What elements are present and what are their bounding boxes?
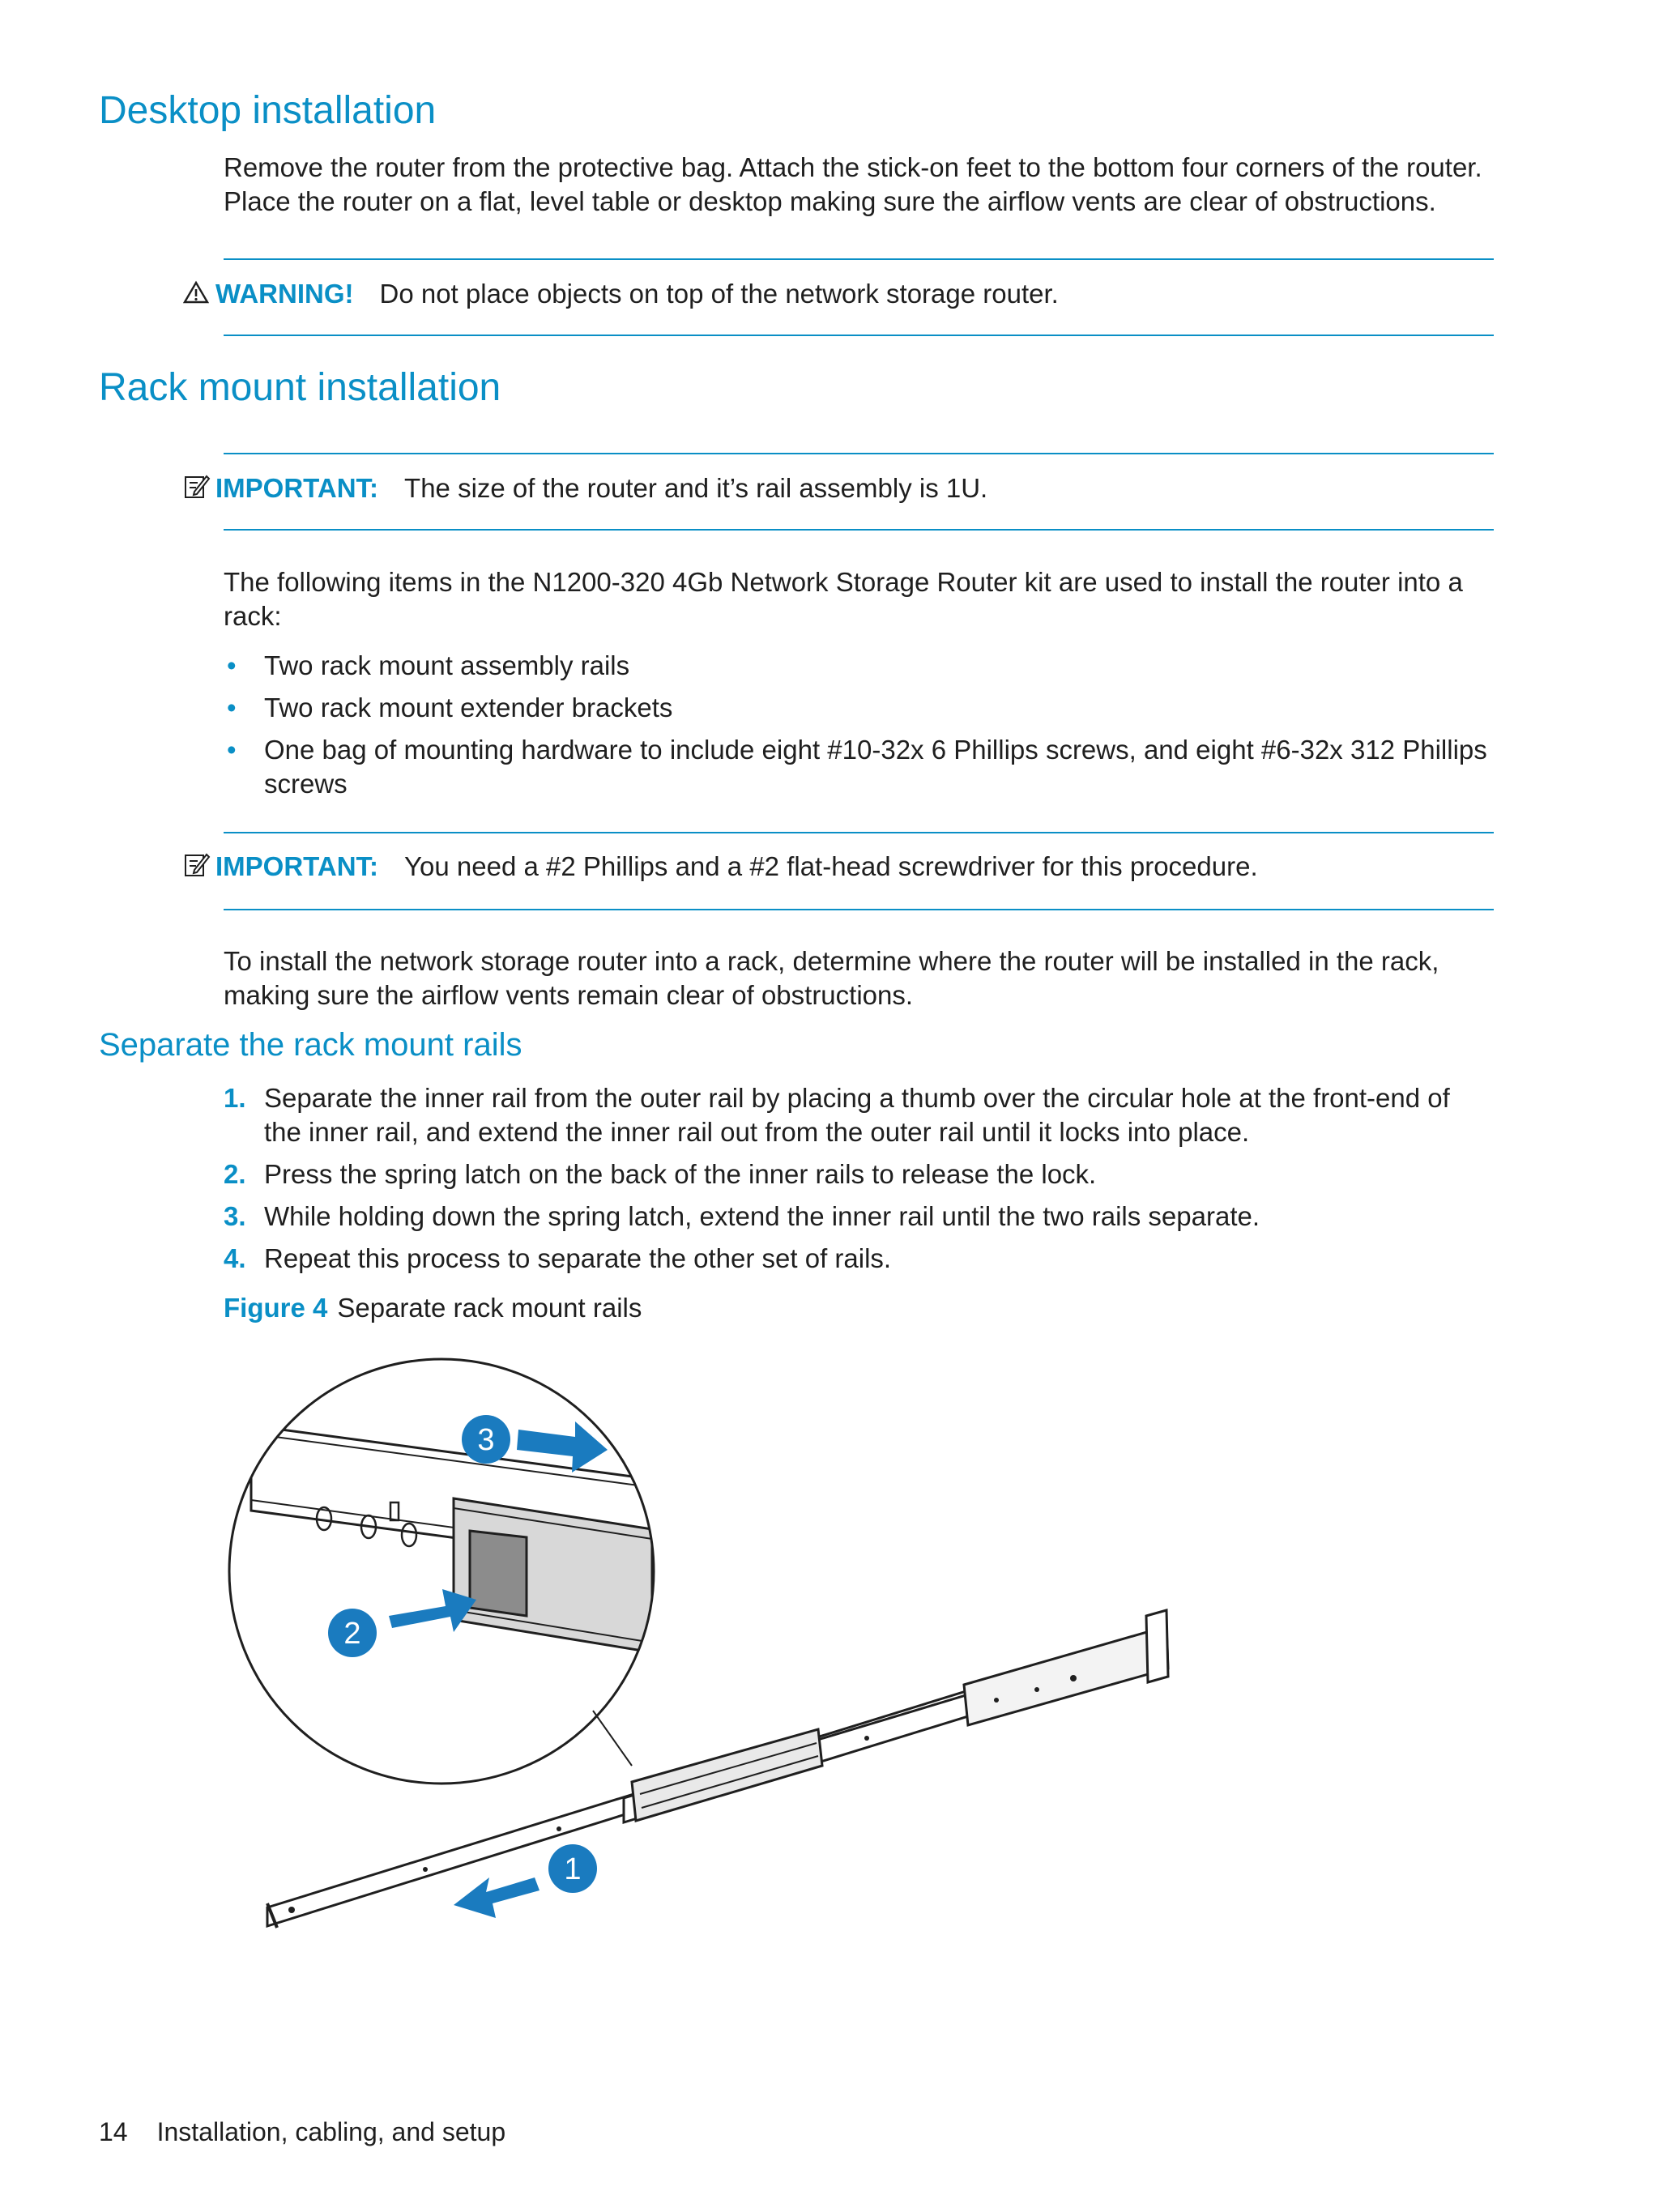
important-note-icon: [183, 472, 215, 508]
divider: [224, 335, 1494, 336]
warning-text: Do not place objects on top of the network storage router.: [379, 279, 1059, 309]
desktop-body: Remove the router from the protective bag. Attach the stick-on feet to the bottom four corners of the router. Place the router on a flat, level table or desktop making sure the airflow vents are clear of obstructions.: [224, 152, 1482, 216]
figure-separate-rails: [219, 1328, 1191, 1976]
important-text: The size of the router and it’s rail assembly is 1U.: [404, 473, 988, 503]
heading-desktop-installation: Desktop installation: [99, 89, 437, 132]
warning-callout: [183, 277, 1059, 313]
figure-label: Figure 4: [224, 1293, 328, 1323]
heading-separate-rails: Separate the rack mount rails: [99, 1027, 522, 1063]
important-note-icon: [183, 850, 215, 886]
list-item: • Two rack mount assembly rails: [227, 650, 630, 680]
important-text: You need a #2 Phillips and a #2 flat-head screwdriver for this procedure.: [404, 851, 1258, 881]
list-item: • One bag of mounting hardware to include eight #10-32x 6 Phillips screws, and eight #6-32x 312 Phillips screws: [227, 735, 1487, 799]
figure-caption: [224, 1291, 642, 1325]
divider: [224, 909, 1494, 910]
heading-rack-mount-installation: Rack mount installation: [99, 366, 501, 409]
rack-outro: To install the network storage router into a rack, determine where the router will be installed in the rack, making sure the airflow vents remain clear of obstructions.: [224, 946, 1439, 1010]
step-item: 3. While holding down the spring latch, extend the inner rail until the two rails separate.: [224, 1201, 1260, 1231]
callout-3: 3: [477, 1423, 495, 1457]
page-number: 14: [99, 2117, 128, 2146]
warning-icon: [183, 279, 215, 313]
divider: [224, 453, 1494, 454]
rail-illustration: [219, 1328, 1191, 1976]
rack-intro: The following items in the N1200-320 4Gb Network Storage Router kit are used to install the router into a rack:: [224, 567, 1463, 631]
callout-2: 2: [343, 1617, 361, 1651]
figure-caption-text: Separate rack mount rails: [337, 1293, 642, 1323]
page-footer: [99, 2116, 505, 2148]
divider: [224, 258, 1494, 260]
important-label: IMPORTANT:: [215, 473, 379, 503]
divider: [224, 529, 1494, 531]
arrow-1-icon: [454, 1877, 539, 1918]
warning-label: WARNING!: [215, 279, 354, 309]
footer-title: Installation, cabling, and setup: [156, 2117, 506, 2146]
step-item: 1. Separate the inner rail from the outer rail by placing a thumb over the circular hole at the front-end of the inner rail, and extend the inner rail out from the outer rail until it locks into place.: [224, 1083, 1450, 1147]
important-callout: [183, 850, 1258, 886]
rack-kit-items: [224, 649, 1491, 809]
separate-steps: [224, 1081, 1491, 1284]
callout-1: 1: [564, 1852, 582, 1886]
important-label: IMPORTANT:: [215, 851, 379, 881]
divider: [224, 832, 1494, 833]
list-item: • Two rack mount extender brackets: [227, 693, 673, 722]
step-item: 2. Press the spring latch on the back of the inner rails to release the lock.: [224, 1159, 1097, 1189]
step-item: 4. Repeat this process to separate the other set of rails.: [224, 1243, 892, 1273]
important-callout: [183, 471, 987, 508]
